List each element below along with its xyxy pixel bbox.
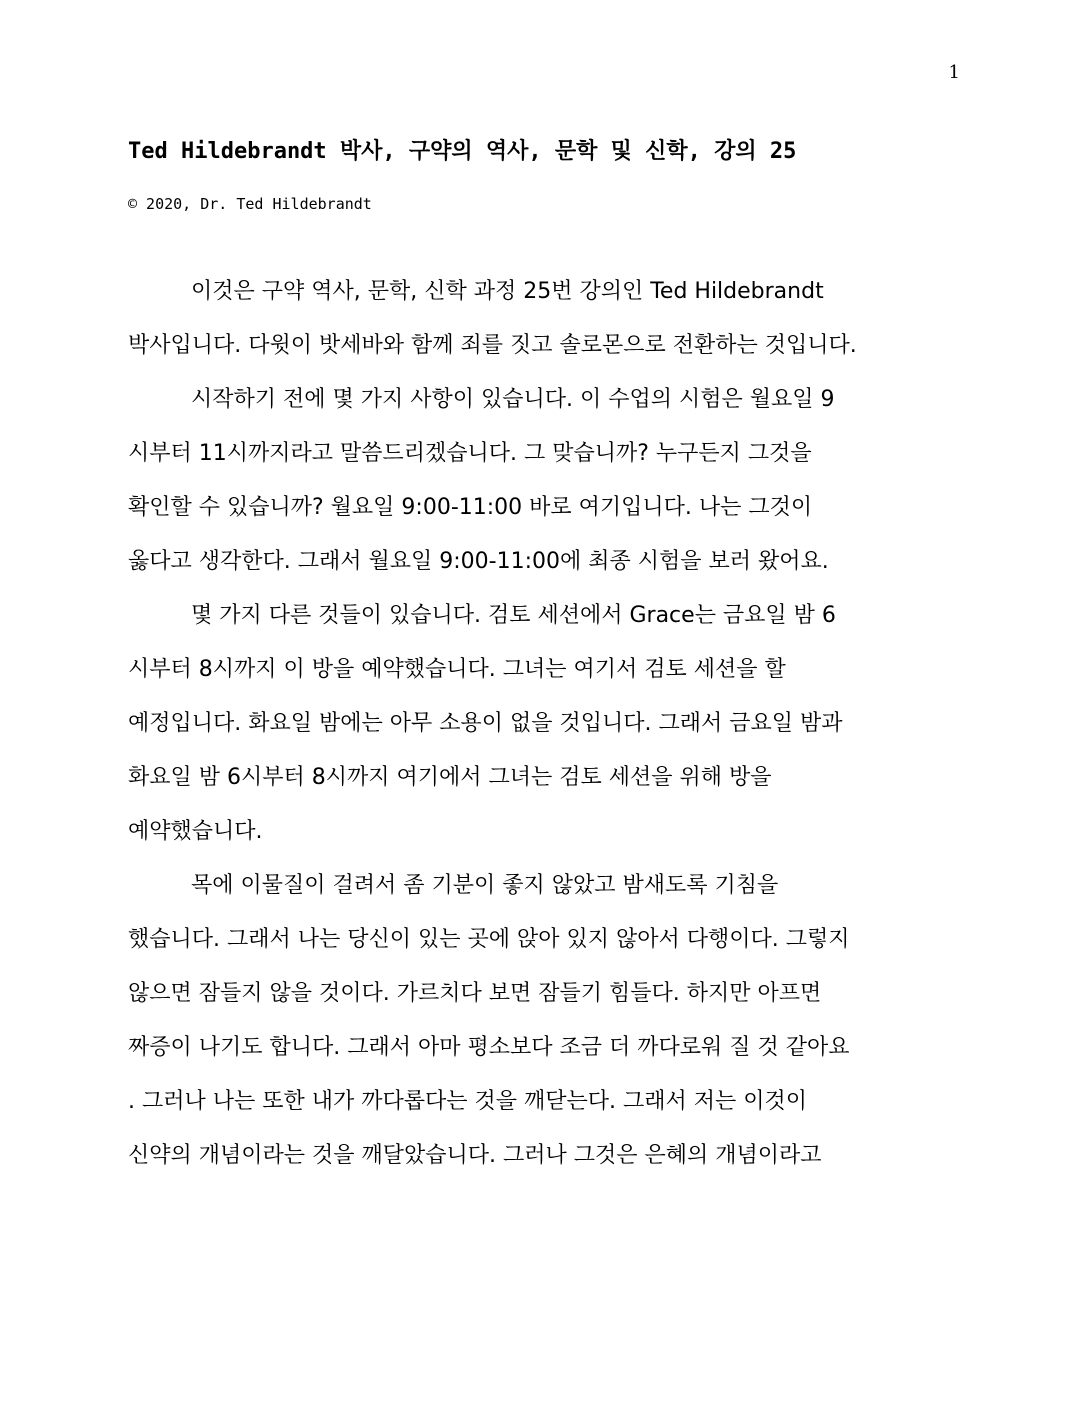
text-line: 옳다고 생각한다. 그래서 월요일 9:00-11:00에 최종 시험을 보러 왔어요. — [128, 549, 829, 574]
text-line: 몇 가지 다른 것들이 있습니다. 검토 세션에서 Grace는 금요일 밤 6 — [191, 603, 836, 628]
text-line: 했습니다. 그래서 나는 당신이 있는 곳에 앉아 있지 않아서 다행이다. 그렇지 — [128, 927, 850, 952]
text-line: 예정입니다. 화요일 밤에는 아무 소용이 없을 것입니다. 그래서 금요일 밤과 — [128, 711, 843, 736]
text-line: 박사입니다. 다윗이 밧세바와 함께 죄를 짓고 솔로몬으로 전환하는 것입니다. — [128, 333, 857, 358]
text-line: 시부터 8시까지 이 방을 예약했습니다. 그녀는 여기서 검토 세션을 할 — [128, 657, 786, 682]
text-line: 예약했습니다. — [128, 819, 263, 844]
text-line: 시작하기 전에 몇 가지 사항이 있습니다. 이 수업의 시험은 월요일 9 — [191, 387, 835, 412]
document-title: Ted Hildebrandt 박사, 구약의 역사, 문학 및 신학, 강의 25 — [128, 139, 797, 164]
text-line: 이것은 구약 역사, 문학, 신학 과정 25번 강의인 Ted Hildebrandt — [191, 279, 824, 304]
text-line: 확인할 수 있습니까? 월요일 9:00-11:00 바로 여기입니다. 나는 그것이 — [128, 495, 813, 520]
text-line: 않으면 잠들지 않을 것이다. 가르치다 보면 잠들기 힘들다. 하지만 아프면 — [128, 981, 822, 1006]
body-text — [128, 270, 968, 1188]
copyright-notice: © 2020, Dr. Ted Hildebrandt — [128, 195, 372, 213]
page-number: 1 — [948, 62, 960, 83]
text-line: . 그러나 나는 또한 내가 까다롭다는 것을 깨닫는다. 그래서 저는 이것이 — [128, 1089, 807, 1114]
text-line: 화요일 밤 6시부터 8시까지 여기에서 그녀는 검토 세션을 위해 방을 — [128, 765, 772, 790]
text-line: 목에 이물질이 걸려서 좀 기분이 좋지 않았고 밤새도록 기침을 — [191, 873, 779, 898]
text-line: 시부터 11시까지라고 말씀드리겠습니다. 그 맞습니까? 누구든지 그것을 — [128, 441, 812, 466]
text-line: 짜증이 나기도 합니다. 그래서 아마 평소보다 조금 더 까다로워 질 것 같아요 — [128, 1035, 850, 1060]
text-line: 신약의 개념이라는 것을 깨달았습니다. 그러나 그것은 은혜의 개념이라고 — [128, 1143, 822, 1168]
